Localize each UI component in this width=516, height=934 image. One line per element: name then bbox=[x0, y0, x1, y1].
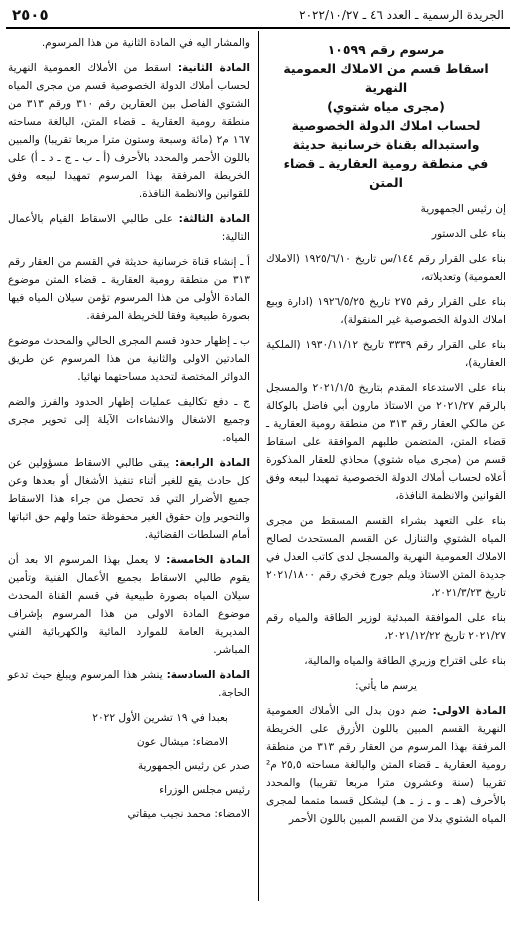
basis-paragraph: بناء على التعهد بشراء القسم المسقط من مجرى المياه الشتوي والتنازل عن القسم المستحدث لصالح الاملاك العمومية النهرية والمسجل لدى كاتب العدل في جديدة المتن الاستاذ ويلم جورج فخري رقم ٢٠٢١/١٨٠٠ تاريخ ٢٠٢١/٣/٢٣، bbox=[266, 515, 506, 599]
decree-number: مرسوم رقم ١٠٥٩٩ bbox=[327, 42, 445, 57]
article-6 bbox=[8, 666, 250, 702]
decree-title-line: (مجرى مياه شتوي) bbox=[327, 99, 445, 114]
article-label: المادة السادسة: bbox=[166, 669, 250, 681]
signature-block bbox=[8, 709, 250, 823]
prime-minister-signature: الامضاء: محمد نجيب ميقاتي bbox=[127, 808, 250, 820]
article-2 bbox=[8, 59, 250, 203]
article-text: لا يعمل بهذا المرسوم الا بعد أن يقوم طالبي الاسقاط بجميع الأعمال الفنية وتأمين سيلان المياه بصورة طبيعية في قسم القناة المحدث موضوع المادة الاولى من هذا المرسوم بإشراف المديرية العامة للموارد المائية والكهربائية الفني المباشر. bbox=[8, 554, 250, 656]
page-number: ٢٥٠٥ bbox=[12, 6, 49, 24]
header-rule bbox=[6, 27, 510, 29]
basis-paragraph: بناء على الموافقة المبدئية لوزير الطاقة والمياه رقم ٢٠٢١/٢٧ تاريخ ٢٠٢١/١٢/٢٢، bbox=[266, 612, 506, 642]
decree-title-line: واستبداله بقناة خرسانية حديثة bbox=[292, 137, 480, 152]
basis-paragraph: بناء على الدستور bbox=[431, 228, 506, 240]
article-text: اسقط من الأملاك العمومية النهرية لحساب أملاك الدولة الخصوصية قسم من مجرى المياه الشتوي الفاصل بين العقارين رقم ٣١٠ ورقم ٣١٣ من منطقة رومية العقارية ـ قضاء المتن، البالغة مساحته ١٦٧ م٢ (مائة وسبعة وستون مترا مربعا تقريبا) والمبين باللون الأحمر والمحدد بالأحرف (أ ـ ب ـ ج ـ د ـ أ) على الخريطة المرفقة بهذا المرسوم تمهيدا لبيعه وفق للقوانين والانظمة النافذة. bbox=[8, 62, 250, 200]
publication-header: الجريدة الرسمية ـ العدد ٤٦ ـ ٢٠٢٢/١٠/٢٧ bbox=[299, 8, 504, 22]
article-text: ينشر هذا المرسوم ويبلغ حيث تدعو الحاجة. bbox=[8, 669, 250, 699]
article-label: المادة الاولى: bbox=[432, 705, 507, 717]
basis-paragraph: بناء على القرار رقم ١٤٤/س تاريخ ١٩٢٥/٦/١٠ (الاملاك العمومية) وتعديلاته، bbox=[266, 253, 506, 283]
article-label: المادة الثالثة: bbox=[178, 213, 250, 225]
article-text: على طالبي الاسقاط القيام بالأعمال التالية: bbox=[8, 213, 250, 243]
president-line: إن رئيس الجمهورية bbox=[420, 203, 506, 215]
decree-title-line: اسقاط قسم من الاملاك العمومية النهرية bbox=[283, 61, 489, 95]
article-5 bbox=[8, 551, 250, 659]
article-text: ضم دون بدل الى الأملاك العمومية النهرية القسم المبين باللون الأزرق على الخريطة المرفقة بهذا المرسوم من العقار رقم ٣١٣ من منطقة رومية العقارية ـ قضاء المتن والبالغة مساحته ٢٥,٥ م² تقريبا (سنة وعشرون مترا مربعا تقريبا) والمحدد بالأحرف (هـ ـ و ـ ز ـ هـ) ليشكل قسما متمما لمجرى المياه الشتوي بدلا من القسم المبين باللون الأحمر bbox=[266, 705, 506, 825]
issued-by-line: صدر عن رئيس الجمهورية bbox=[137, 760, 250, 772]
decree-title-line: لحساب املاك الدولة الخصوصية bbox=[291, 118, 481, 133]
basis-paragraph: بناء على القرار رقم ٣٣٣٩ تاريخ ١٩٣٠/١١/١٢ (الملكية العقارية)، bbox=[266, 339, 506, 369]
left-column bbox=[8, 34, 250, 829]
right-column bbox=[266, 34, 506, 835]
president-signature: الامضاء: ميشال عون bbox=[136, 736, 228, 748]
article-3 bbox=[8, 210, 250, 246]
article-label: المادة الخامسة: bbox=[166, 554, 250, 566]
decree-title-block bbox=[266, 40, 506, 192]
article-4 bbox=[8, 454, 250, 544]
basis-paragraph: بناء على اقتراح وزيري الطاقة والمياه والمالية، bbox=[304, 655, 506, 667]
basis-paragraph: بناء على القرار رقم ٢٧٥ تاريخ ١٩٢٦/٥/٢٥ (ادارة وبيع املاك الدولة الخصوصية غير المنقولة)، bbox=[266, 296, 506, 326]
article-label: المادة الثانية: bbox=[177, 62, 250, 74]
article-3-item-a: أ ـ إنشاء قناة خرسانية حديثة في القسم من العقار رقم ٣١٣ من منطقة رومية العقارية ـ قضاء المتن موضوع المادة الأولى من هذا المرسوم تؤمن سيلان المياه فيها بصورة طبيعية وفقا للخريطة المرفقة. bbox=[8, 256, 250, 322]
article-text: يبقى طالبي الاسقاط مسؤولين عن كل حادث يقع للغير أثناء تنفيذ الأشغال أو بعدها وعن جميع الأضرار التي قد تحصل من جراء هذا الاسقاط والتحوير وإن حقوق الغير محفوظة حتما ولهم حق اثباتها أمام السلطات القضائية. bbox=[8, 457, 250, 541]
decree-title-line: في منطقة رومية العقارية ـ قضاء المتن bbox=[283, 156, 489, 190]
article-3-item-c: ج ـ دفع تكاليف عمليات إظهار الحدود والفرز والضم وجميع الاشغال والانشاءات الآيلة إلى تحوير مجرى المياه. bbox=[8, 396, 250, 444]
continuation-text: والمشار اليه في المادة الثانية من هذا المرسوم. bbox=[41, 37, 250, 49]
column-divider bbox=[258, 31, 259, 901]
prime-minister-line: رئيس مجلس الوزراء bbox=[159, 784, 250, 796]
article-3-item-b: ب ـ إظهار حدود قسم المجرى الحالي والمحدث موضوع المادتين الاولى والثانية من هذا المرسوم عن طريق الدوائر المختصة لتحديد مساحتهما نهائيا. bbox=[8, 335, 250, 383]
signing-date: بعبدا في ١٩ تشرين الأول ٢٠٢٢ bbox=[92, 712, 228, 724]
basis-paragraph: بناء على الاستدعاء المقدم بتاريخ ٢٠٢١/١/٥ والمسجل بالرقم ٢٠٢١/٢٧ من الاستاذ مارون أبي فاضل بالوكالة عن مالكي العقار رقم ٣١٣ من منطقة رومية العقارية ـ قضاء المتن، المتضمن طلبهم الموافقة على اسقاط قسم من (مجرى مياه شتوي) محاذي للعقار المذكورة أعلاه لحساب أملاك الدولة الخصوصية تمهيدا لبيعه وفق القوانين والانظمة النافذة، bbox=[266, 382, 506, 502]
decrees-line: يرسم ما يأتي: bbox=[355, 680, 417, 692]
article-1 bbox=[266, 702, 506, 828]
article-label: المادة الرابعة: bbox=[175, 457, 250, 469]
